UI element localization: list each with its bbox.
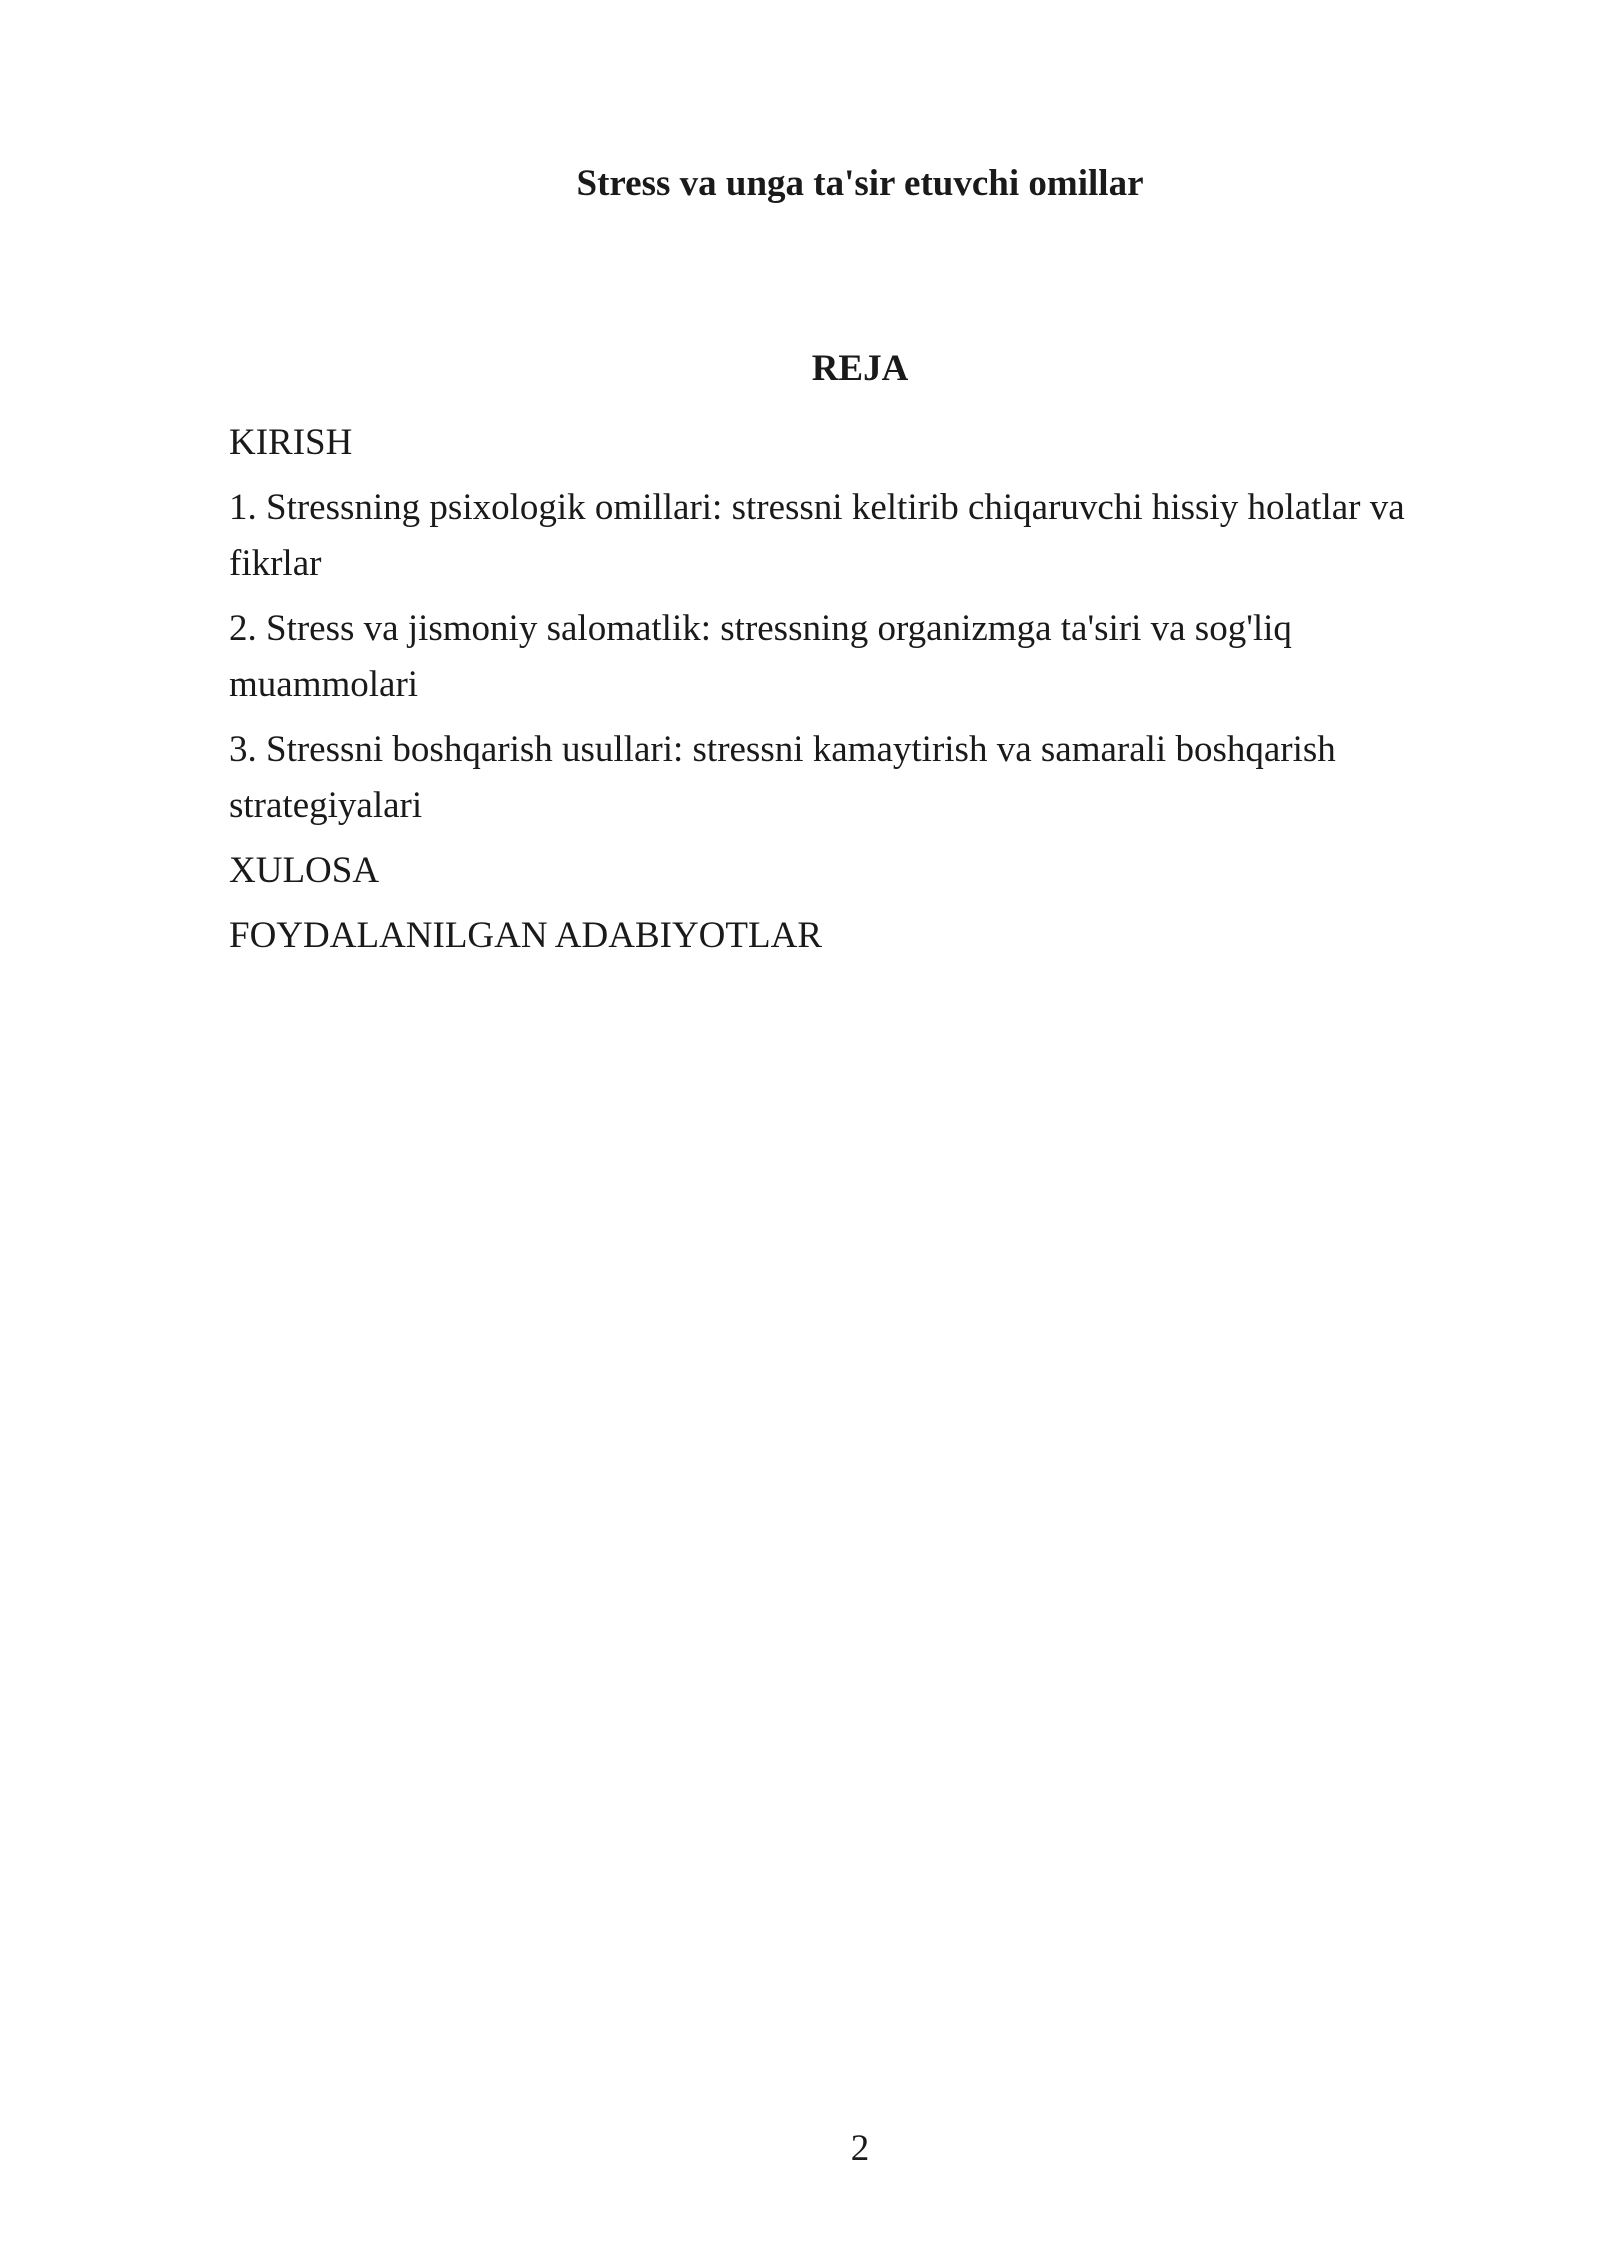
plan-item-3: 3. Stressni boshqarish usullari: stressni kamaytirish va samarali boshqarish strategiyalari [229,729,1336,826]
plan-heading: REJA [811,348,909,389]
plan-item-references: FOYDALANILGAN ADABIYOTLAR [229,915,822,956]
plan-item-1: 1. Stressning psixologik omillari: stressni keltirib chiqaruvchi hissiy holatlar va fikrlar [229,487,1405,584]
plan-item-introduction: KIRISH [229,422,353,463]
plan-item-2: 2. Stress va jismoniy salomatlik: stressning organizmga ta'siri va sog'liq muammolari [229,608,1292,705]
document-title: Stress va unga ta'sir etuvchi omillar [576,163,1144,204]
plan-list [229,415,1449,973]
page-number: 2 [850,2128,870,2169]
plan-item-conclusion: XULOSA [229,850,380,891]
